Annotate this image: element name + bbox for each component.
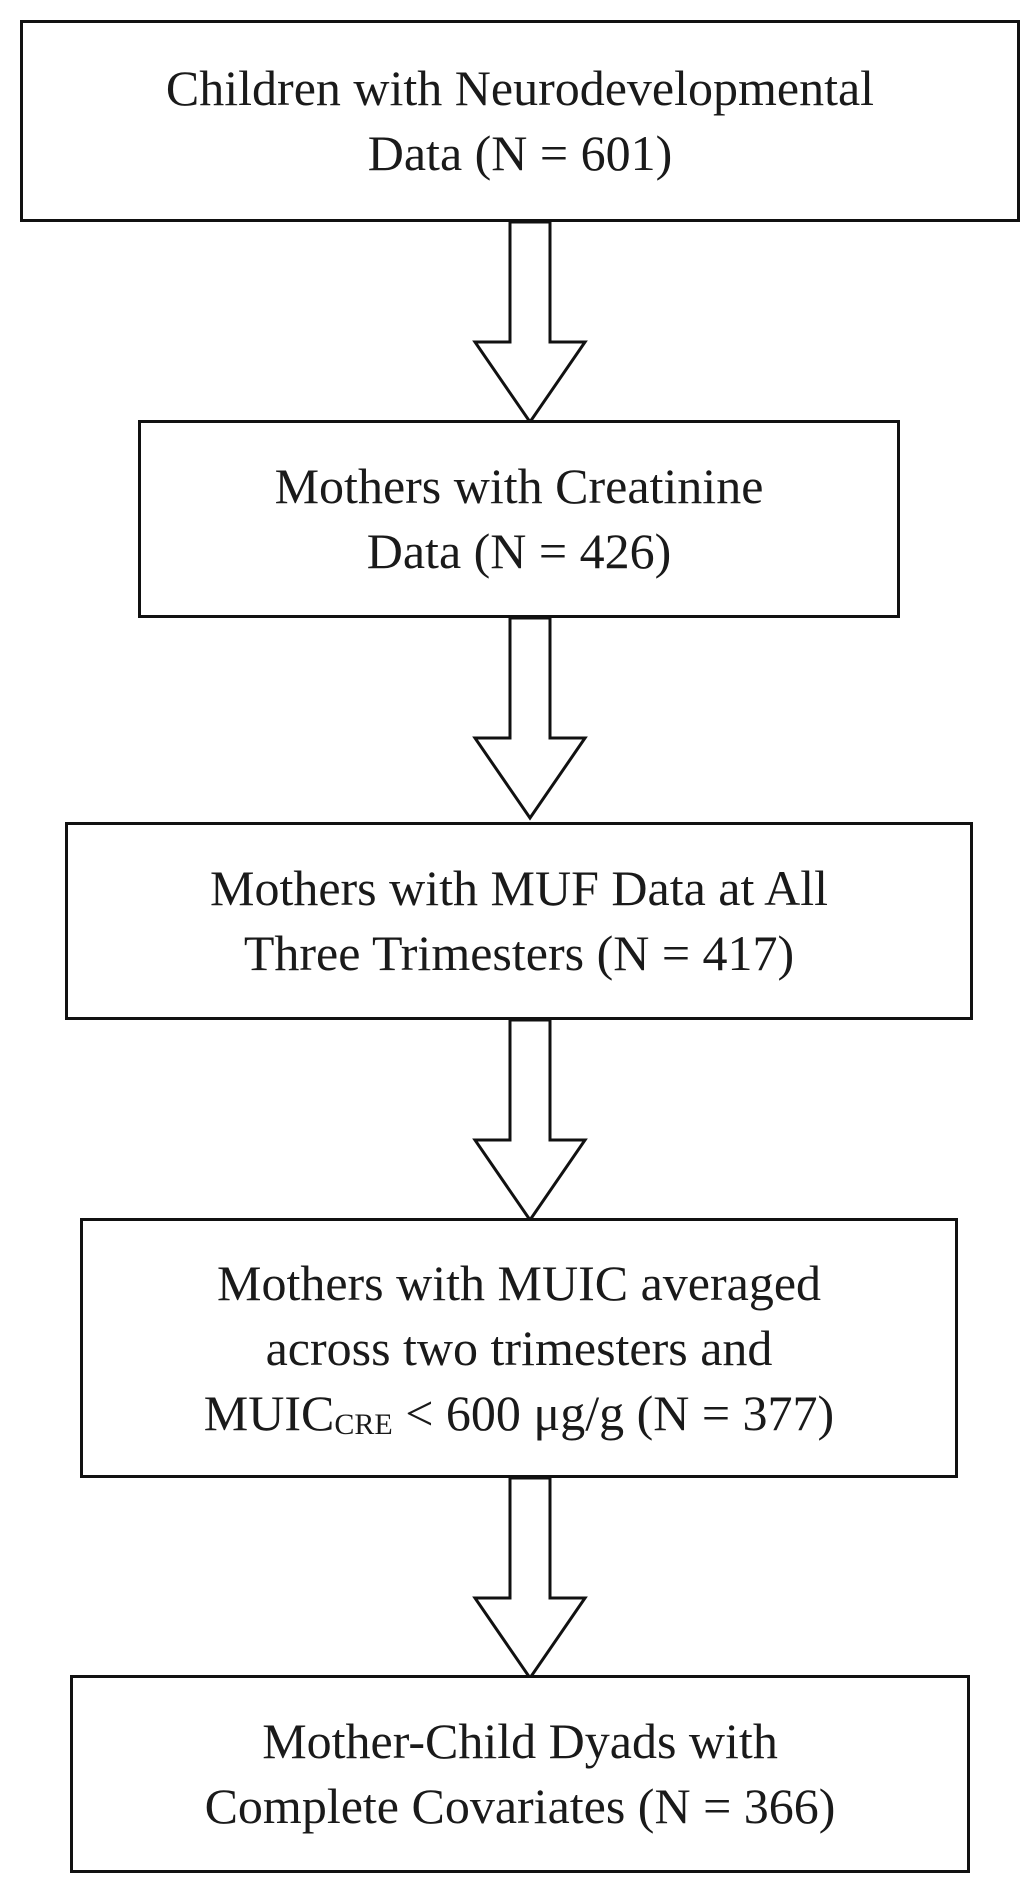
step-text-line: across two trimesters and: [265, 1319, 773, 1376]
step-text-line: Mother-Child Dyads with: [262, 1713, 778, 1769]
muic-prefix: MUIC: [203, 1384, 335, 1441]
step-box-mothers-creatinine: [138, 420, 900, 618]
down-arrow-icon: [475, 1020, 585, 1220]
muic-suffix: < 600 μg/g (N = 377): [392, 1384, 835, 1441]
step-text-line: Mothers with MUIC averaged: [216, 1254, 822, 1311]
step-text-line: Mothers with MUF Data at All: [209, 860, 829, 916]
step-box-mother-child-dyads: [70, 1675, 970, 1873]
step-text-line: Children with Neurodevelopmental: [165, 60, 875, 116]
cre-subscript: CRE: [334, 1407, 393, 1441]
step-count-line: Complete Covariates (N = 366): [204, 1778, 836, 1834]
step-count-line: Three Trimesters (N = 417): [243, 925, 795, 981]
step-box-children-neurodevelopmental: [20, 20, 1020, 222]
step-count-line: Data (N = 601): [367, 125, 673, 181]
step-box-mothers-muf: [65, 822, 973, 1020]
down-arrow-icon: [475, 222, 585, 422]
step-box-mothers-muic: [80, 1218, 958, 1478]
step-text-line: Mothers with Creatinine: [274, 458, 764, 514]
step-count-line: [204, 1381, 834, 1446]
step-count-line: Data (N = 426): [366, 523, 672, 579]
down-arrow-icon: [475, 618, 585, 818]
down-arrow-icon: [475, 1478, 585, 1678]
